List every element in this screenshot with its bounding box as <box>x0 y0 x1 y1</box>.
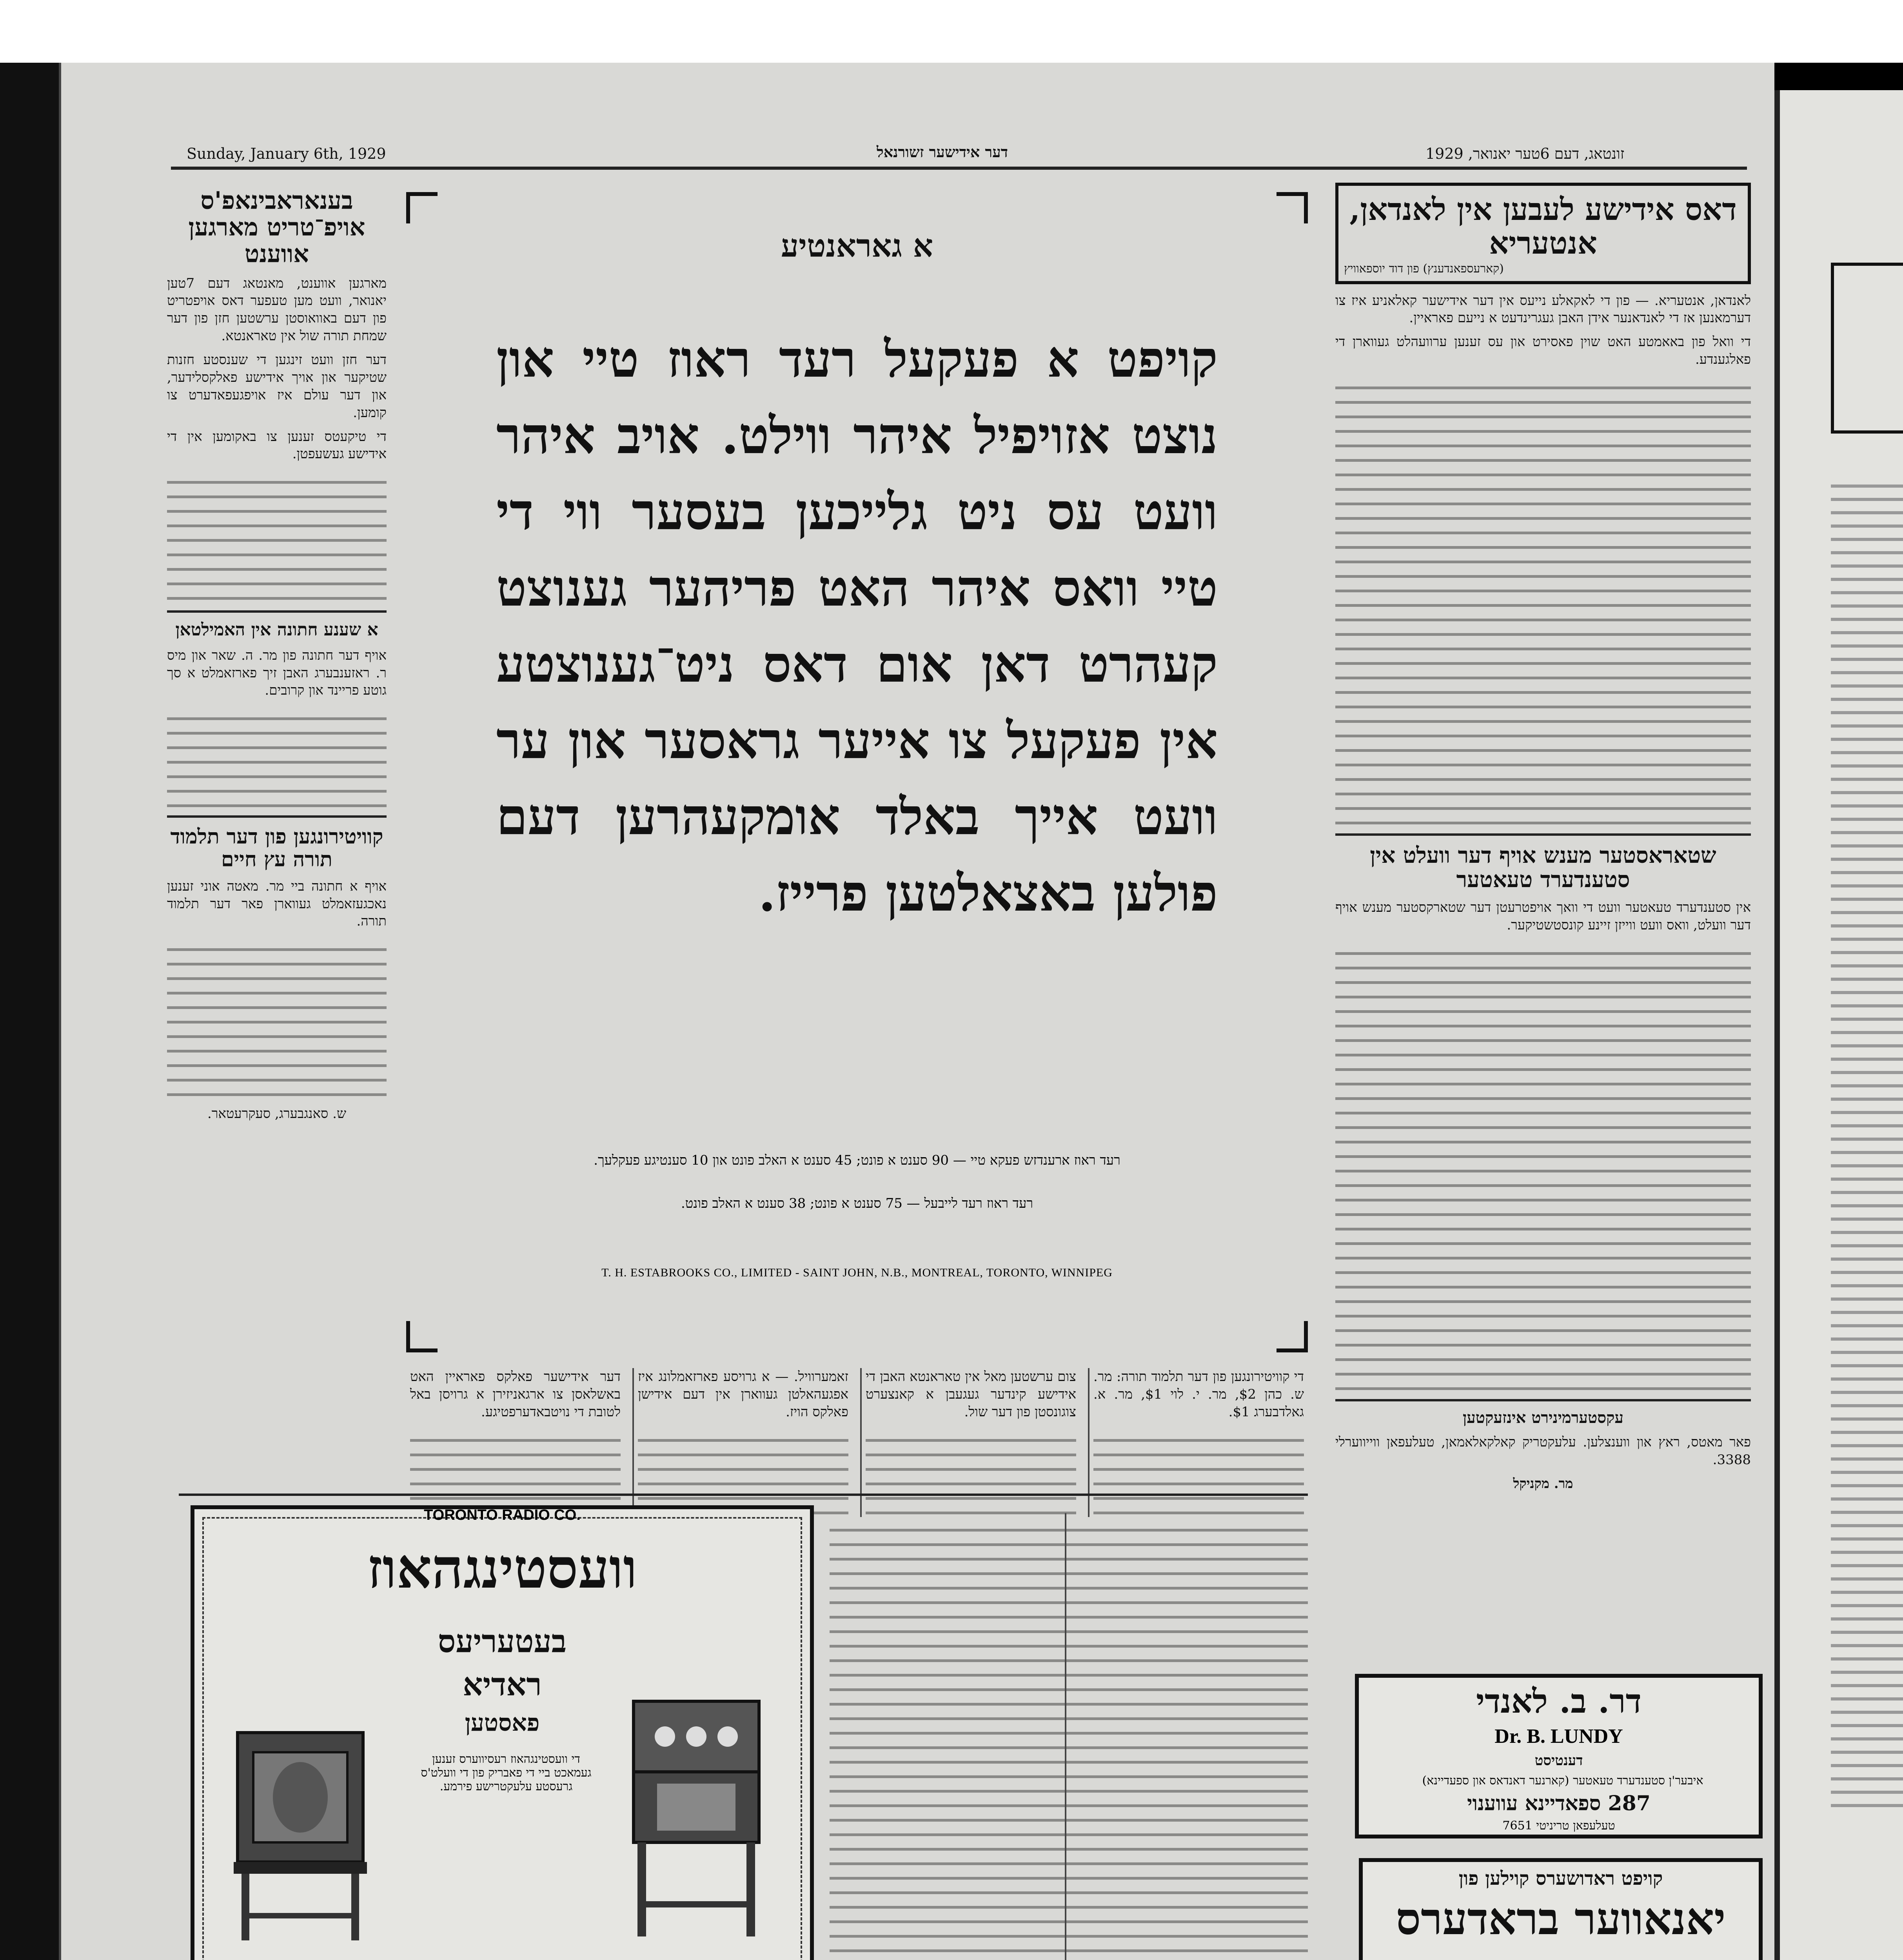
divider <box>1335 833 1751 836</box>
header-date-left: Sunday, January 6th, 1929 <box>187 145 386 162</box>
left-column <box>167 180 387 1560</box>
lundy-role: דענטיסט <box>1534 1752 1583 1769</box>
left-paragraph: די טיקעטס זענען צו באקומען אין די אידישע געשעפטן. <box>167 428 387 462</box>
text-block <box>1093 1427 1304 1521</box>
insect-ad-title: עקסטערמינירט אינזעקטען <box>1462 1408 1624 1427</box>
guarantee-price-2: רעד ראוז רעד לייבעל — 75 סענט א פונט; 38 סענט א האלב פונט. <box>681 1196 1033 1211</box>
text-block <box>167 469 387 603</box>
right-paragraph: די וואל פון באאמטע האט שוין פאסירט און עס זענען ערוועהלט געווארן די פאלגענדע. <box>1335 334 1751 368</box>
lundy-phone: טעלעפאן טריניטי 7651 <box>1502 1819 1615 1833</box>
guarantee-title: א גאראנטיע <box>781 227 933 264</box>
header-masthead: דער אידישער זשורנאל <box>877 143 1008 161</box>
radio-sub-2: ראדיא <box>463 1666 542 1703</box>
radio-ad-top: TORONTO RADIO CO. <box>424 1507 581 1523</box>
janover-top: קויפט ראדושערס קוילען פון <box>1458 1867 1663 1889</box>
radio-brand: וועסטינגהאוז <box>367 1537 637 1601</box>
radio-sub-3: פאסטען <box>465 1709 540 1737</box>
newspaper-page <box>59 63 1774 1960</box>
adjacent-page <box>1772 90 1903 1960</box>
lower-text-columns <box>830 1513 1308 1960</box>
left-headline: בענאראבינאפ'ס אויפ־טריט מארגען אווענט <box>188 186 365 269</box>
ad-corner <box>1277 192 1308 223</box>
text-block <box>866 1427 1076 1521</box>
divider <box>1335 1399 1751 1401</box>
text-block <box>830 1517 1308 1960</box>
text-paragraph: דער אידישער פאלקס פאראיין האט באשלאסן צו ארגאניזירן א גרויסן באל לטובת די נויטבאדערפטיגע. <box>410 1369 621 1420</box>
left-subhead: קוויטירונגען פון דער תלמוד תורה עץ חיים <box>170 825 383 871</box>
adjacent-page-text <box>1831 474 1903 1807</box>
adjacent-page-box <box>1831 263 1903 434</box>
janover-name: יאנאווער בראדערס <box>1396 1893 1726 1945</box>
text-block <box>1335 940 1751 1391</box>
radio-desc: די וועסטינגהאוז רעסיווערס זענען געמאכט ביי די פאבריק פון די וועלט'ס גרעסטע עלעקטרישע פירמע. <box>421 1752 592 1793</box>
left-paragraph: אויף א חתונה ביי מר. מאטה אוני זענען נאכגעזאמלט געווארן פאר דער תלמוד תורה. <box>167 878 387 929</box>
left-subhead: א שענע חתונה אין האמילטאן <box>175 620 378 640</box>
divider <box>179 1494 1308 1496</box>
right-paragraph: לאנדאן, אנטעריא. — פון די לאקאלע נייעס אין דער אידישער קאלאניע איז צו דערמאנען אז די לאנדאנער אידן האבן געגרינדעט א נייעם פאראיין. <box>1335 292 1751 326</box>
guarantee-ad <box>406 192 1308 1352</box>
guarantee-company: T. H. ESTABROOKS CO., LIMITED - SAINT JOHN, N.B., MONTREAL, TORONTO, WINNIPEG <box>601 1266 1113 1279</box>
film-border-top <box>0 0 1903 63</box>
text-block <box>167 706 387 808</box>
lundy-ad <box>1355 1674 1763 1838</box>
text-block <box>167 936 387 1101</box>
right-box-byline: (קארעספאנדענץ) פון דוד יוספאוויץ <box>1344 261 1504 276</box>
left-paragraph: מארגען אווענט, מאנטאג דעם 7טען יאנואר, וועט מען טעפער דאס אויפטריט פון דעם באוואוסטן ערשטען חזן פון דער שמחת תורה שול אין טאראנטא. <box>167 275 387 344</box>
ad-corner <box>406 192 438 223</box>
ad-corner <box>406 1321 438 1352</box>
guarantee-price-1: רעד ראוז ארענדזש פעקא טיי — 90 סענט א פונט; 45 סענט א האלב פונט און 10 סענטיגע פעקלעך. <box>594 1152 1120 1168</box>
text-paragraph: צום ערשטען מאל אין טאראנטא האבן די אידישע קינדער געגעבן א קאנצערט צוגונסטן פון דער שול. <box>866 1369 1076 1420</box>
divider <box>167 610 387 613</box>
lundy-english: Dr. B. LUNDY <box>1494 1725 1623 1748</box>
text-block <box>1335 375 1751 826</box>
insect-ad-body: פאר מאטס, ראץ און ווענצלען. עלעקטריק קאלקאלאמאן, טעלעפאן ווייווערלי 3388. <box>1335 1434 1751 1468</box>
column-rule <box>1065 1513 1066 1960</box>
right-headline-box <box>1335 183 1751 284</box>
right-box-title: דאס אידישע לעבען אין לאנדאן, אנטעריא <box>1349 192 1737 261</box>
left-paragraph: אויף דער חתונה פון מר. ה. שאר און מיס ר. ראזענבערג האבן זיך פארזאמלט א סך גוטע פריינד און קרובים. <box>167 647 387 699</box>
right-column <box>1335 180 1751 1662</box>
ad-corner <box>1277 1321 1308 1352</box>
radio-cabinet-icon <box>226 1729 375 1948</box>
left-paragraph: דער חזן וועט זינגען די שענסטע חזנות שטיקער און אויך אידישע פאלקסלידער, און דער עולם איז אויפגעפאדערט צו קומען. <box>167 352 387 421</box>
insect-ad-signature: מר. מקניקל <box>1513 1475 1573 1492</box>
header-rule <box>171 167 1747 170</box>
lundy-yiddish: דר. ב. לאנדי <box>1476 1682 1642 1720</box>
guarantee-body: קויפט א פעקעל רעד ראוז טיי און נוצט אזויפיל איהר ווילט. אויב איהר וועט עס ניט גלייכען בעסער ווי די טיי וואס איהר האט פריהער גענוצט קעהרט דאן אום דאס ניט־גענוצטע אין פעקעל צו אייער גראסער און ער וועט אייך באלד אומקעהרען דעם פולען באצאלטען פרייז. <box>496 330 1218 923</box>
text-paragraph: זאמערוויל. — א גרויסע פארזאמלונג איז אפגעהאלטן געווארן אין דעם אידישן פאלקס הויז. <box>638 1369 848 1420</box>
radio-sub-1: בעטעריעס <box>438 1623 567 1660</box>
lundy-address: איבער'ן סטענדערד טעאטער (קארנער דאנדאס און ספעדיינא) <box>1422 1774 1703 1788</box>
right-headline-2: שטאראסטער מענש אויף דער וועלט אין סטענדערד טעאטער <box>1370 842 1716 893</box>
text-paragraph: די קוויטירונגען פון דער תלמוד תורה: מר. ש. כהן $2, מר. י. לוי $1, מר. א. גאלדבערג $1. <box>1093 1369 1304 1420</box>
janover-ad <box>1359 1858 1763 1960</box>
right-paragraph: אין סטענדערד טעאטער וועט די וואך אויפטרעטן דער שטארקסטער מענש אויף דער וועלט, וואס וועט ווייזן זיינע קונסטשטיקער. <box>1335 900 1751 933</box>
film-border-left <box>0 63 59 1960</box>
radio-ad <box>191 1505 814 1960</box>
divider <box>167 815 387 818</box>
lundy-street: 287 ספאדיינא עווענוי <box>1467 1791 1651 1815</box>
left-signature: ש. סאנגבערג, סעקרעטאר. <box>207 1106 347 1122</box>
header-date-right: זונטאג, דעם 6טער יאנואר, 1929 <box>1425 145 1625 162</box>
radio-table-icon <box>622 1697 771 1948</box>
